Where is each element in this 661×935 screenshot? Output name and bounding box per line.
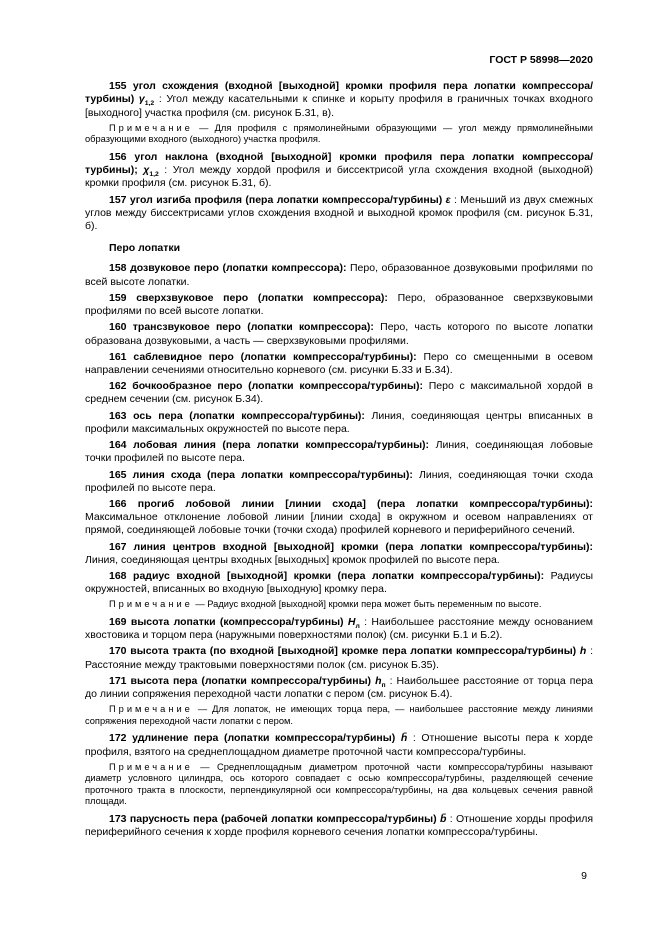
term-definition: Линия, соединяющая центры входных [выходных] кромок профилей по высоте пера. (85, 553, 500, 566)
term-definition: Линия, соединяющая лобовые точки профилей по высоте пера. (85, 439, 593, 465)
term-title: лобовая линия (пера лопатки компрессора/турбины): (133, 439, 430, 452)
term-number: 172 (109, 732, 127, 745)
term-symbol (446, 194, 451, 206)
term-number: 160 (109, 321, 127, 334)
document-body (85, 80, 593, 839)
term-definition: : Наибольшее расстояние от торца пера до линии сопряжения переходной части лопатки с пером (см. рисунок Б.4). (85, 674, 593, 701)
term-definition: Перо, часть которого по высоте лопатки образована дозвуковыми, а часть — сверхзвуковыми профилями. (85, 321, 593, 347)
note (85, 762, 593, 808)
term-number: 170 (109, 645, 127, 658)
note-label: Примечание (109, 599, 193, 610)
term-entry-172 (85, 732, 593, 758)
term-title: сверхзвуковое перо (лопатки компрессора): (136, 291, 388, 304)
term-definition: : Меньший из двух смежных углов между биссектрисами углов схождения входной и выходной кромок профиля (см. рисунок Б.31, б). (85, 193, 594, 232)
term-title: ось пера (лопатки компрессора/турбины): (133, 409, 365, 422)
term-number: 159 (109, 291, 127, 304)
term-definition: Перо с максимальной хордой в среднем сечении (см. рисунок Б.34). (85, 380, 594, 406)
term-number: 167 (109, 540, 127, 553)
term-entry-159 (85, 292, 593, 318)
term-title: прогиб лобовой линии [линии схода] (пера лопатки компрессора/турбины): (137, 497, 593, 510)
term-symbol-subscript: л (355, 623, 360, 631)
term-title: парусность пера (рабочей лопатки компрессора/турбины) (129, 812, 437, 825)
term-entry-169 (85, 616, 593, 642)
term-title: угол изгиба профиля (пера лопатки компрессора/турбины) (129, 193, 443, 206)
term-definition: : Угол между хордой профиля и биссектрисой угла схождения входной (выходной) кромки профиля (см. рисунок Б.31, б). (85, 164, 593, 190)
term-symbol-subscript: 1,2 (144, 100, 155, 108)
term-entry-166 (85, 498, 593, 538)
term-number: 155 (109, 80, 127, 93)
term-symbol (347, 615, 360, 631)
term-title: трансзвуковое перо (лопатки компрессора): (132, 321, 374, 334)
term-definition: Перо, образованное дозвуковыми профилями по всей высоте лопатки. (85, 262, 593, 288)
term-entry-156 (85, 151, 593, 191)
term-title: линия центров входной [выходной] кромки (пера лопатки компрессора/турбины): (133, 540, 593, 553)
term-title: высота лопатки (компрессора/турбины) (130, 615, 344, 628)
term-definition: Линия, соединяющая центры вписанных в профили максимальных окружностей по высоте пера. (85, 409, 593, 435)
term-number: 156 (109, 150, 127, 163)
term-entry-161 (85, 351, 593, 377)
note (85, 704, 593, 727)
term-entry-173 (85, 813, 593, 839)
term-symbol (138, 93, 155, 108)
note-label: Примечание (109, 761, 193, 772)
term-definition: : Отношение хорды профиля периферийного сечения к хорде профиля корневого сечения лопатки компрессора/турбины. (85, 812, 594, 839)
term-entry-155 (85, 80, 593, 120)
term-entry-168 (85, 570, 593, 596)
term-entry-171 (85, 675, 593, 701)
term-definition: Перо со смещенными в осевом направлении сечениями относительно корневого (см. рисунки Б.33 и Б.34). (85, 350, 593, 376)
term-number: 166 (109, 497, 127, 510)
term-number: 157 (109, 193, 127, 206)
term-definition: Максимальное отклонение лобовой линии [линии схода] в окружном и осевом направлениях от прямой, соединяющей лобовые точки (точки схода) профилей корневого и периферийного сечений. (85, 511, 593, 537)
term-title: дозвуковое перо (лопатки компрессора): (130, 262, 347, 275)
term-symbol (143, 164, 159, 179)
term-definition: : Наибольшее расстояние между основанием хвостовика и торцом пера (наружными поверхностями полок) (см. рисунки Б.1 и Б.2). (85, 615, 594, 642)
term-definition: : Расстояние между трактовыми поверхностями полок (см. рисунок Б.35). (85, 645, 594, 671)
standard-number: ГОСТ Р 58998—2020 (489, 54, 593, 66)
term-title: саблевидное перо (лопатки компрессора/турбины): (133, 350, 417, 363)
term-symbol-letter: b̄ (439, 812, 447, 825)
term-symbol (580, 645, 586, 657)
term-entry-160 (85, 321, 593, 347)
note-text: — Для лопаток, не имеющих торца пера, — наибольшее расстояние между линиями сопряжения переходной части лопатки с пером. (85, 704, 593, 726)
document-header (85, 54, 593, 67)
term-number: 169 (109, 615, 127, 628)
term-symbol-letter: h (579, 645, 587, 658)
note-label: Примечание (109, 704, 193, 715)
term-entry-164 (85, 439, 593, 465)
term-number: 168 (109, 570, 127, 583)
note-text: — Для профиля с прямолинейными образующими — угол между прямолинейными образующими входного (выходного) участка профиля. (85, 122, 593, 145)
term-symbol-subscript: п (381, 681, 386, 689)
term-symbol-letter: ε (445, 193, 451, 206)
section-heading: Перо лопатки (109, 242, 181, 255)
term-symbol-subscript: 1,2 (149, 171, 159, 179)
term-title: удлинение пера (лопатки компрессора/турбины) (132, 732, 396, 745)
term-entry-162 (85, 380, 593, 406)
term-number: 164 (109, 439, 127, 452)
term-definition: Радиусы окружностей, вписанных во входную [выходную] кромку пера. (85, 570, 593, 596)
page-number: 9 (581, 869, 587, 882)
term-number: 162 (109, 380, 127, 393)
note-label: Примечание (109, 122, 193, 133)
term-number: 163 (109, 409, 127, 422)
term-symbol-letter: h (375, 674, 382, 687)
term-definition: Линия, соединяющая точки схода профилей по высоте пера. (85, 468, 593, 494)
term-title: угол схождения (входной [выходной] кромки профиля пера лопатки компрессора/турбины) (85, 80, 594, 106)
term-entry-167 (85, 541, 593, 567)
term-entry-158 (85, 262, 593, 288)
term-title: высота пера (лопатки компрессора/турбины) (130, 674, 372, 687)
term-symbol (401, 732, 407, 744)
term-entry-157 (85, 194, 593, 234)
term-title: угол наклона (входной [выходной] кромки профиля пера лопатки компрессора/турбины); (85, 150, 593, 177)
term-entry-163 (85, 410, 593, 436)
term-definition: : Отношение высоты пера к хорде профиля, взятого на среднеплощадном диаметре проточной части компрессора/турбины. (85, 732, 593, 758)
term-title: радиус входной [выходной] кромки (пера лопатки компрессора/турбины): (133, 570, 545, 583)
term-definition: Перо, образованное сверхзвуковыми профилями по всей высоте лопатки. (85, 291, 593, 318)
term-number: 158 (109, 262, 127, 275)
term-title: бочкообразное перо (лопатки компрессора/турбины): (132, 380, 423, 393)
note-text: — Среднеплощадным диаметром проточной части компрессора/турбины называют диаметр условного цилиндра, ось которого совпадает с осью компрессора/турбины, разделяющей сечение проточного тракта в плоскости, перпендикулярной оси компрессора/турбины, на два кольцевых сечения равной площади. (85, 761, 593, 807)
term-title: линия схода (пера лопатки компрессора/турбины): (132, 468, 413, 481)
term-entry-165 (85, 469, 593, 495)
term-symbol-letter: γ (138, 93, 145, 106)
term-number: 173 (109, 812, 127, 825)
term-number: 161 (109, 350, 127, 363)
term-symbol-letter: χ (143, 164, 150, 177)
term-entry-170 (85, 645, 593, 671)
note (85, 123, 593, 146)
term-title: высота тракта (по входной [выходной] кромке пера лопатки компрессора/турбины) (130, 645, 577, 658)
term-symbol (440, 813, 446, 825)
term-symbol (375, 675, 386, 687)
term-number: 165 (109, 468, 127, 481)
term-definition: : Угол между касательными к спинке и корыту профиля в граничных точках входного [выходного] участка профиля (см. рисунок Б.31, в). (85, 93, 593, 119)
term-number: 171 (109, 674, 127, 687)
note (85, 599, 593, 611)
term-symbol-letter: H (347, 615, 356, 628)
term-symbol-letter: h̄ (400, 732, 408, 745)
note-text: — Радиус входной [выходной] кромки пера может быть переменным по высоте. (195, 599, 542, 610)
